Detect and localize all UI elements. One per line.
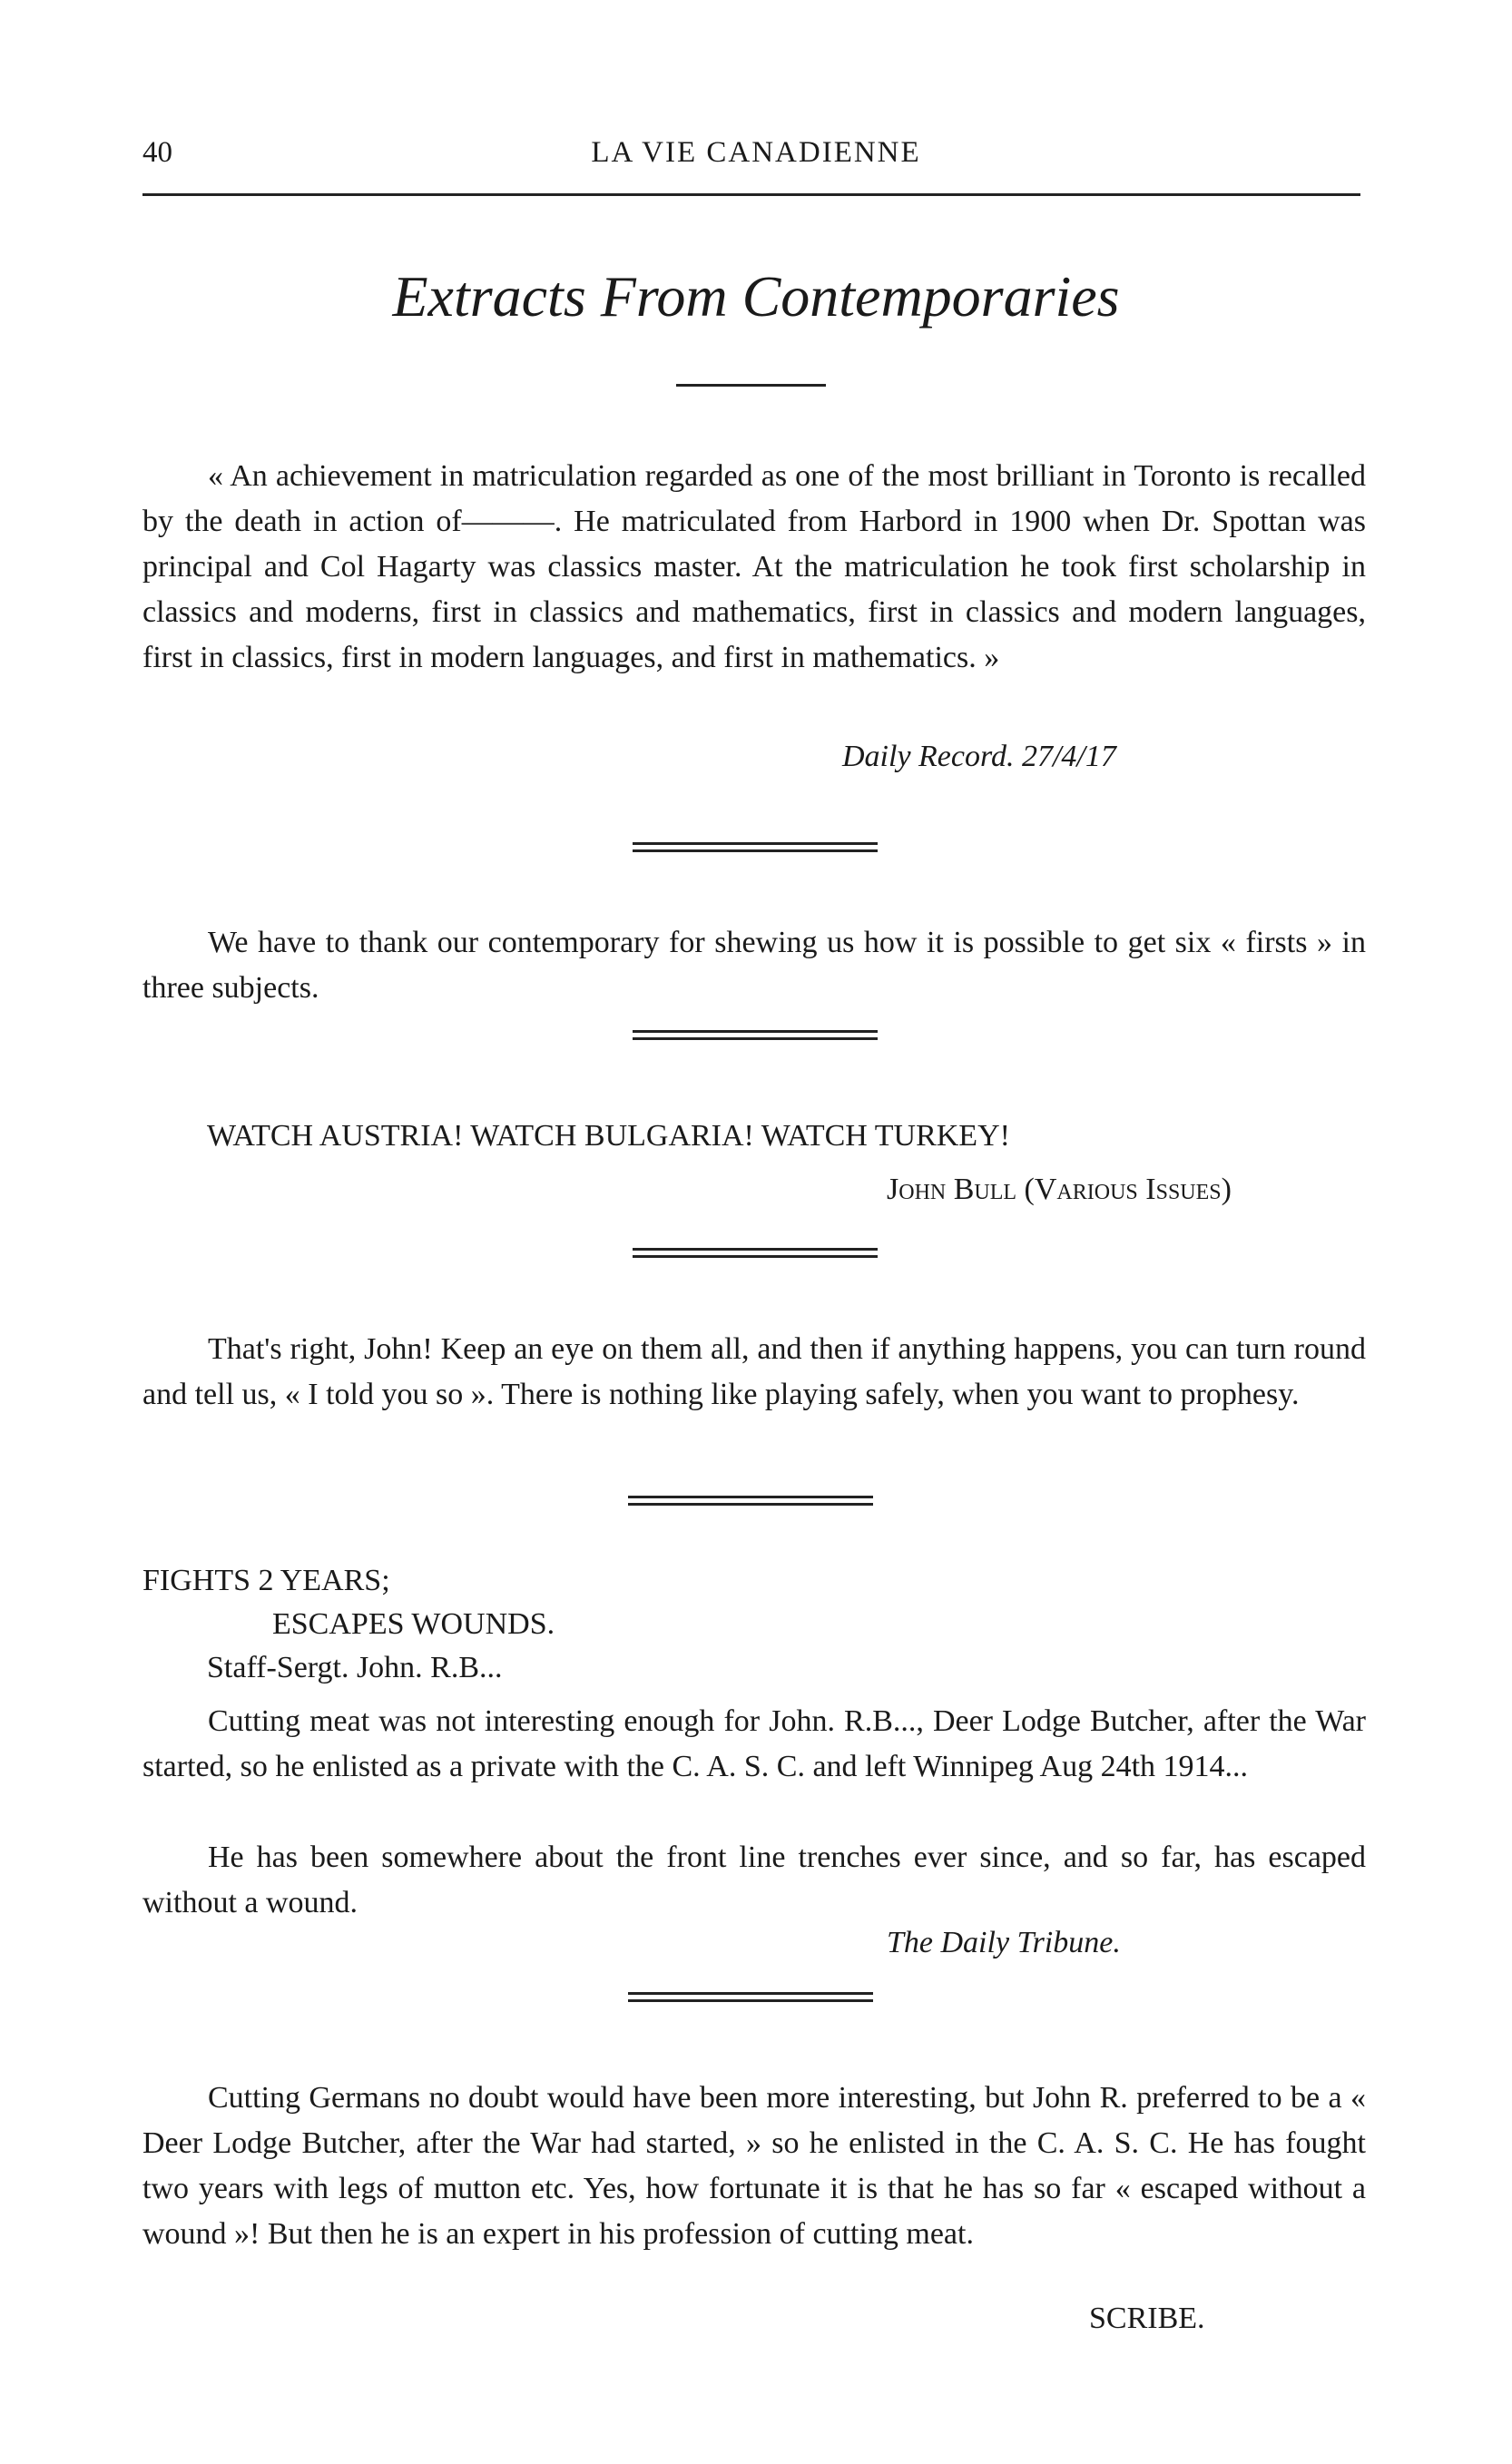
- title-rule: [676, 384, 826, 387]
- headline-fights: FIGHTS 2 YEARS;: [142, 1564, 390, 1597]
- source-daily-record: Daily Record. 27/4/17: [842, 740, 1116, 773]
- section-divider: [633, 1030, 878, 1041]
- section-divider: [628, 1992, 873, 2003]
- source-john-bull: John Bull (Various Issues): [887, 1173, 1232, 1206]
- header-rule: [142, 193, 1360, 196]
- comment-tribune: Cutting Germans no doubt would have been more interesting, but John R. preferred to be a « Deer Lodge Butcher, after the War had started, » so he enlisted in the C. A. S. C. He has fought two years with legs of mutton etc. Yes, how fortunate it is that he has so far « escaped without a wound »! But then he is an expert in his profession of cutting meat.: [142, 2081, 1366, 2251]
- extract-tribune-para2: He has been somewhere about the front line trenches ever since, and so far, has escaped without a wound.: [142, 1841, 1366, 1919]
- extract-tribune-para1: Cutting meat was not interesting enough for John. R.B..., Deer Lodge Butcher, after the War started, so he enlisted as a private with the C. A. S. C. and left Winnipeg Aug 24th 1914...: [142, 1704, 1366, 1783]
- headline-escapes: ESCAPES WOUNDS.: [272, 1607, 555, 1641]
- page-number: 40: [142, 136, 172, 169]
- extract-john-bull: WATCH AUSTRIA! WATCH BULGARIA! WATCH TURKEY!: [207, 1119, 1010, 1153]
- comment-john-bull: That's right, John! Keep an eye on them all, and then if anything happens, you can turn round and tell us, « I told you so ». There is nothing like playing safely, when you want to prophesy.: [142, 1332, 1366, 1411]
- section-divider: [628, 1496, 873, 1507]
- section-divider: [633, 1248, 878, 1259]
- page-title: Extracts From Contemporaries: [392, 264, 1120, 329]
- signature: SCRIBE.: [1089, 2302, 1205, 2335]
- section-divider: [633, 842, 878, 853]
- source-daily-tribune: The Daily Tribune.: [887, 1926, 1121, 1959]
- extract-daily-record: « An achievement in matriculation regarded as one of the most brilliant in Toronto is recalled by the death in action of———. He matriculated from Harbord in 1900 when Dr. Spottan was principal and Col Hagarty was classics master. At the matriculation he took first scholarship in classics and moderns, first in classics and mathematics, first in classics and modern languages, first in classics, first in modern languages, and first in mathematics. »: [142, 459, 1366, 674]
- running-title: LA VIE CANADIENNE: [591, 136, 921, 169]
- comment-firsts: We have to thank our contemporary for shewing us how it is possible to get six « firsts » in three subjects.: [142, 926, 1366, 1005]
- byline: Staff-Sergt. John. R.B...: [207, 1651, 503, 1684]
